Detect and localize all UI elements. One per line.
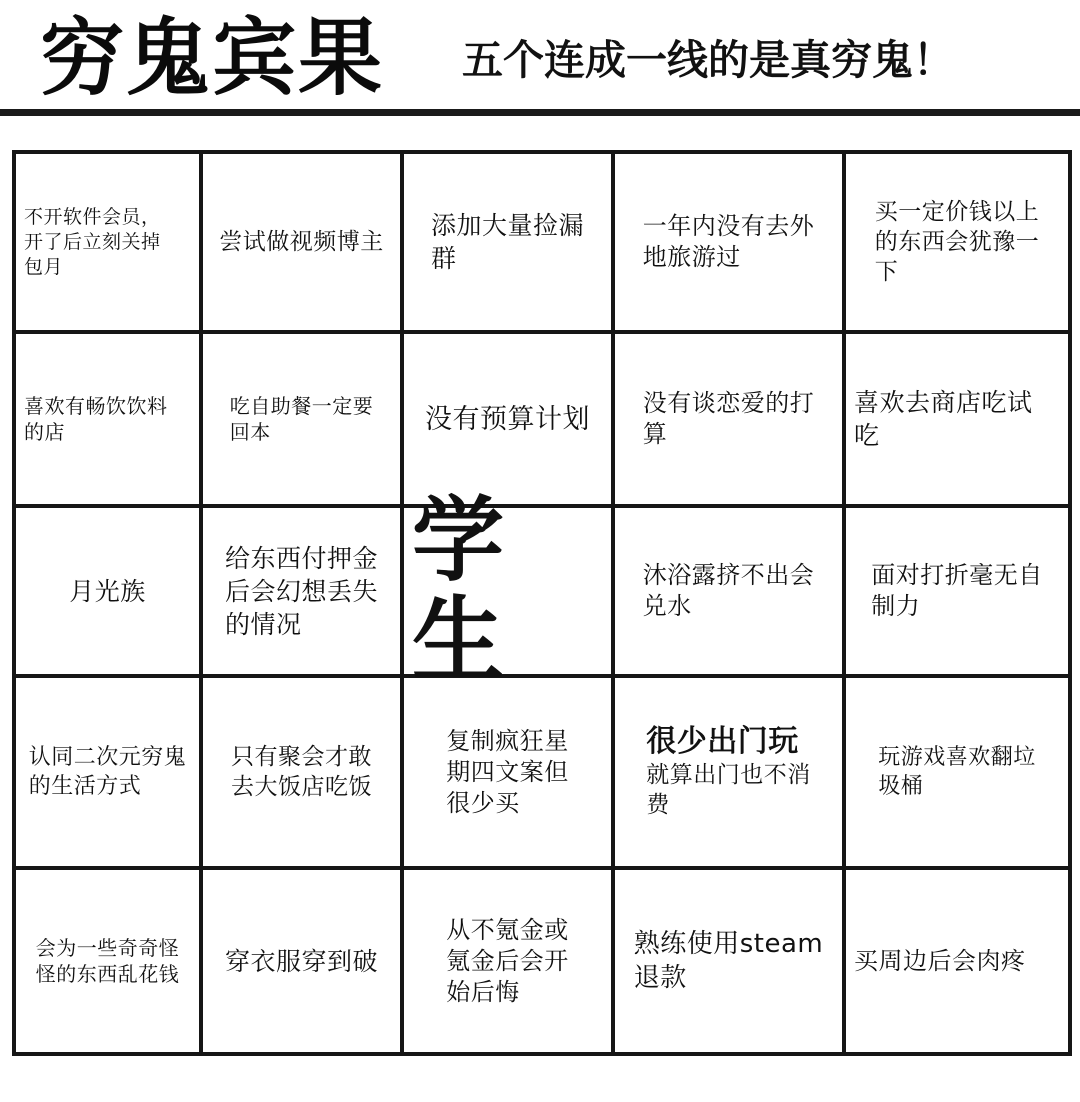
bingo-cell[interactable] [16, 334, 199, 504]
bingo-cell-label: 面对打折毫无自 制力 [871, 561, 1043, 620]
bingo-cell[interactable] [404, 870, 611, 1052]
bingo-cell[interactable] [615, 154, 842, 330]
bingo-cell-label: 给东西付押金 后会幻想丢失 的情况 [224, 543, 378, 639]
bingo-cell[interactable] [16, 508, 199, 674]
bingo-cell-label: 复制疯狂星 期四文案但 很少买 [446, 726, 569, 817]
bingo-cell[interactable] [404, 487, 611, 694]
page-title: 穷鬼宾果 [40, 9, 385, 107]
page-subtitle: 五个连成一线的是真穷鬼！ [462, 36, 954, 84]
grid-line-horizontal [12, 1052, 1072, 1056]
bingo-cell[interactable] [615, 870, 842, 1052]
bingo-cell-label: 没有预算计划 [425, 403, 590, 435]
bingo-cell[interactable] [615, 678, 842, 866]
bingo-cell-label: 添加大量捡漏 群 [430, 211, 584, 273]
bingo-cell[interactable] [846, 508, 1068, 674]
bingo-cell-label: 吃自助餐一定要 回本 [229, 394, 374, 444]
bingo-cell[interactable] [203, 508, 400, 674]
bingo-cell-label: 买周边后会肉疼 [854, 946, 1026, 975]
bingo-cell-label [646, 724, 811, 820]
bingo-cell-label: 从不氪金或 氪金后会开 始后悔 [446, 915, 569, 1006]
bingo-cell[interactable] [404, 154, 611, 330]
bingo-cell[interactable] [615, 508, 842, 674]
bingo-cell-label: 喜欢去商店吃试 吃 [854, 388, 1033, 450]
bingo-cell-label: 尝试做视频博主 [219, 229, 384, 255]
bingo-cell-label: 没有谈恋爱的打 算 [642, 389, 815, 448]
bingo-cell-label: 穿衣服穿到破 [224, 946, 378, 976]
bingo-cell[interactable] [404, 334, 611, 504]
bingo-cell-label: 喜欢有畅饮饮料 的店 [24, 394, 168, 444]
bingo-cell-label: 不开软件会员， 开了后立刻关掉 包月 [24, 205, 161, 278]
bingo-cell-label: 认同二次元穷鬼 的生活方式 [28, 745, 187, 799]
bingo-cell[interactable] [846, 334, 1068, 504]
bingo-cell-label: 沐浴露挤不出会 兑水 [642, 561, 815, 620]
header [0, 0, 1080, 118]
bingo-cell[interactable] [846, 154, 1068, 330]
header-divider [0, 109, 1080, 116]
bingo-cell[interactable] [615, 334, 842, 504]
bingo-cell-label: 月光族 [69, 576, 146, 606]
free-space-label: 学生 [412, 487, 509, 694]
bingo-cell[interactable] [404, 678, 611, 866]
bingo-cell-label: 会为一些奇奇怪 怪的东西乱花钱 [35, 936, 180, 986]
bingo-cell[interactable] [846, 678, 1068, 866]
bingo-cell-label: 玩游戏喜欢翻垃 圾桶 [878, 745, 1036, 799]
bingo-cell[interactable] [16, 154, 199, 330]
bingo-cell[interactable] [203, 154, 400, 330]
bingo-cell-label: 买一定价钱以上 的东西会犹豫一 下 [874, 199, 1040, 285]
grid-line-vertical [1068, 150, 1072, 1056]
bingo-cell[interactable] [846, 870, 1068, 1052]
bingo-cell[interactable] [203, 334, 400, 504]
bingo-cell[interactable] [16, 870, 199, 1052]
bingo-cell-label: 只有聚会才敢 去大饭店吃饭 [231, 744, 372, 800]
bingo-cell[interactable] [203, 870, 400, 1052]
bingo-cell-subtext: 就算出门也不消 费 [646, 762, 811, 818]
bingo-cell-label: 一年内没有去外 地旅游过 [642, 212, 815, 271]
bingo-cell-heading: 很少出门玩 [646, 724, 799, 759]
bingo-cell[interactable] [16, 678, 199, 866]
bingo-cell-label: 熟练使用steam 退款 [633, 929, 824, 993]
bingo-cell[interactable] [203, 678, 400, 866]
bingo-board [14, 152, 1070, 1054]
